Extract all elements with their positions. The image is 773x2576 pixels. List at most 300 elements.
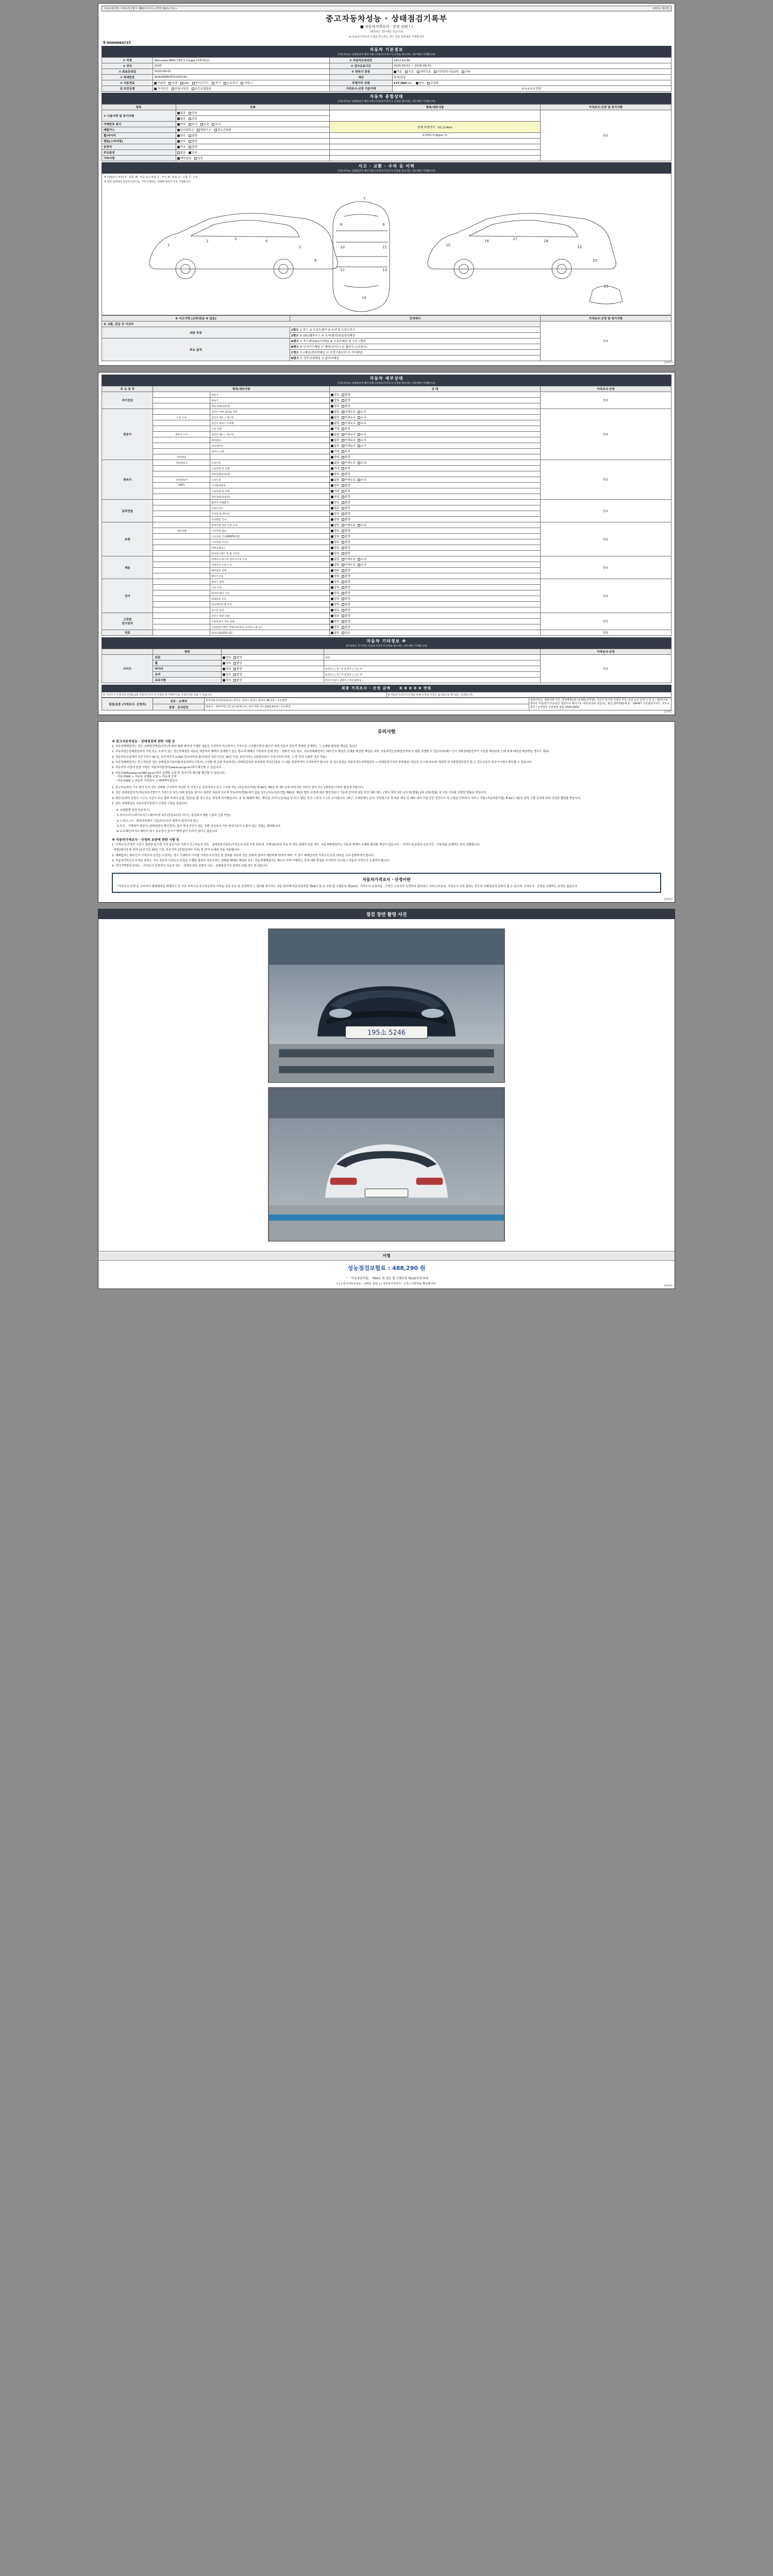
detail-state-3-0 (329, 500, 540, 505)
svg-text:21: 21 (604, 284, 609, 289)
detail-1-5-opt-2[interactable]: 누수 (358, 438, 366, 442)
ov-2-c[interactable]: 수정 (200, 122, 209, 126)
detail-2-4-opt-1[interactable]: 불량 (342, 483, 350, 487)
notices-title: 유의사항 (377, 730, 396, 735)
detail-5-0-opt-2[interactable]: 누유 (358, 557, 366, 561)
detail-2-0-opt-0[interactable]: 없음 (331, 461, 340, 465)
detail-1-8-opt-1[interactable]: 불량 (342, 455, 350, 459)
detail-1-6-opt-0[interactable]: 없음 (331, 444, 340, 448)
ov-8-b[interactable]: 있음 (194, 156, 203, 160)
detail-5-0-opt-1[interactable]: 미세누유 (342, 557, 356, 561)
price-right-note: ※ 자동차가격조사·산정을 통해 산정된 가격은 참고용으로 제시되는 금액입니다. (386, 692, 671, 698)
detail-judge-8: 양호 (540, 630, 671, 636)
other-item-1: 휠 (153, 660, 222, 666)
detail-4-4-opt-0[interactable]: 양호 (331, 546, 340, 550)
detail-group-4: 조향 (102, 522, 153, 556)
value-plate-no: 195소52대6 (392, 58, 671, 63)
detail-judge-7: 양호 (540, 613, 671, 630)
ov-0-a[interactable]: 없음 (177, 111, 186, 115)
detail-sub-6-2 (153, 590, 210, 596)
detail-7-0-opt-1[interactable]: 불량 (342, 614, 350, 618)
value-warranty (153, 86, 330, 92)
detail-1-2-opt-1[interactable]: 미세누유 (342, 421, 356, 425)
detail-1-1-opt-1[interactable]: 미세누유 (342, 415, 356, 419)
detail-sub-1-5 (153, 437, 210, 443)
ov-0-b[interactable]: 있음 (189, 111, 197, 115)
section-note-overall: (자동차성능·상태점검자 확인사항) (자동차가격조사·산정을 받으려는 경우에만 기재합니다) (338, 100, 435, 103)
fuel-opt-4[interactable]: 전기 (212, 81, 221, 85)
detail-sub-3-1 (153, 505, 210, 511)
inspector-row0-value: 휴럭자동차진단보증(주) 경기도 성남시 분당구 돌마로 46 2층 / 주소변경 (204, 698, 529, 704)
detail-6-4-opt-1[interactable]: 불량 (342, 602, 350, 606)
detail-item-0-1: 변속기 (210, 398, 329, 403)
detail-1-6-opt-2[interactable]: 누수 (358, 444, 366, 448)
th-overall-detail: 항목/세부사항 (329, 105, 540, 110)
detail-row (102, 522, 671, 528)
warranty-opt-0[interactable]: 자가보증 (154, 87, 169, 91)
rank-label-4: C랭크 (291, 351, 299, 354)
detail-sub-0-0 (153, 392, 210, 398)
inspection-photo-front (268, 928, 505, 1083)
detail-1-5-opt-0[interactable]: 없음 (331, 438, 340, 442)
trans-opt-0[interactable]: 자동 (394, 70, 402, 74)
notices-sec2-head: ※ 자동차가격조사 · 산정의 보증에 관한 사항 등 (112, 838, 180, 842)
overall-state-etc (176, 156, 329, 161)
notice-sub-item-4: ④ 누수/확인하거나 배터리 복구 주요장기 알아기 행에 없이 관리가 있다고 없습니다. (116, 830, 219, 834)
detail-item-5-3: 밸브기구류 (210, 573, 329, 579)
detail-state-5-0 (329, 556, 540, 562)
detail-1-0-opt-0[interactable]: 없음 (331, 410, 340, 414)
declaration-box (112, 873, 661, 893)
detail-state-2-2 (329, 471, 540, 477)
detail-6-1-opt-0[interactable]: 양호 (331, 585, 340, 589)
detail-6-5-opt-1[interactable]: 불량 (342, 608, 350, 612)
detail-0-2-opt-0[interactable]: 양호 (331, 404, 340, 408)
detail-1-4-opt-0[interactable]: 없음 (331, 432, 340, 436)
detail-8-0-opt-0[interactable]: 없음 (331, 631, 340, 635)
detail-2-1-opt-0[interactable]: 적정 (331, 466, 340, 470)
detail-6-2-opt-0[interactable]: 양호 (331, 591, 340, 595)
detail-1-0-opt-1[interactable]: 미세누유 (342, 410, 356, 414)
svg-text:15: 15 (446, 243, 450, 247)
price-note-table (102, 692, 671, 698)
detail-group-0: 자기진단 (102, 392, 153, 409)
detail-sub-4-5 (153, 551, 210, 556)
ov-7-b[interactable]: 있음 (189, 150, 197, 155)
ov-1-a[interactable]: 없음 (177, 116, 186, 121)
detail-1-0-opt-2[interactable]: 누유 (358, 410, 366, 414)
detail-sub-1-0 (153, 409, 210, 415)
detail-6-3-opt-0[interactable]: 양호 (331, 597, 340, 601)
trans-opt-2[interactable]: 세미오토 (417, 70, 431, 74)
detail-4-3-opt-1[interactable]: 불량 (342, 540, 350, 544)
detail-sub-5-1 (153, 562, 210, 568)
detail-state-5-2 (329, 568, 540, 573)
detail-judge-0: 양호 (540, 392, 671, 409)
value-base-price: 0 0 0 0 0 만원 (392, 86, 671, 92)
detail-2-5-opt-0[interactable]: 적정 (331, 489, 340, 493)
detail-item-4-5: 타이로드엔드 및 볼 조인트 (210, 551, 329, 556)
page-title: 중고자동차성능 · 상태점검기록부 (325, 14, 447, 23)
other-1-opt-1[interactable]: 불량 (233, 661, 242, 665)
ov-3-a[interactable]: 일산화탄소 (177, 128, 194, 132)
overall-detail-etc (329, 156, 540, 161)
detail-2-4-opt-0[interactable]: 양호 (331, 483, 340, 487)
detail-sub-1-8: 커먼레일 (153, 454, 210, 460)
detail-state-6-1 (329, 585, 540, 590)
rank-text-1: ⑤ (DC)휠하우스 ⑥ 도어(필러)원홀림링패널 (299, 334, 356, 337)
detail-state-2-1 (329, 466, 540, 471)
detail-5-3-opt-1[interactable]: 불량 (342, 574, 350, 578)
detail-sub-4-2 (153, 534, 210, 539)
detail-3-0-opt-1[interactable]: 불량 (342, 500, 350, 504)
detail-1-7-opt-1[interactable]: 부족 (342, 449, 350, 453)
detail-state-6-4 (329, 602, 540, 607)
detail-5-2-opt-0[interactable]: 양호 (331, 568, 340, 572)
detail-item-7-2: 고전원전기배선 상태(피복파손,극피복,노출 등) (210, 624, 329, 630)
detail-1-2-opt-0[interactable]: 없음 (331, 421, 340, 425)
ov-2-d[interactable]: 부식 (212, 122, 221, 126)
ov-6-a[interactable]: 양호 (177, 145, 186, 149)
detail-6-0-opt-0[interactable]: 양호 (331, 580, 340, 584)
detail-7-1-opt-0[interactable]: 양호 (331, 619, 340, 623)
detail-group-2: 변속기 (102, 460, 153, 500)
section-title-basic: 자동차 기본정보 (369, 47, 404, 52)
detail-4-0-opt-0[interactable]: 없음 (331, 523, 340, 527)
detail-state-1-7 (329, 449, 540, 454)
declaration-title: 자동차가격조사 · 산정이란 (362, 877, 411, 883)
overall-item-passenger: 동반석 (102, 144, 176, 150)
detail-5-1-opt-2[interactable]: 누유 (358, 563, 366, 567)
detail-state-4-2 (329, 534, 540, 539)
page-1 (98, 3, 675, 366)
detail-item-4-1: 스티어링 펌프 (210, 528, 329, 534)
mileage-unit: km (407, 82, 412, 85)
detail-state-0-1 (329, 398, 540, 403)
page1-mark: (1/4면) (664, 361, 673, 364)
other-item-4: 보유사항 (153, 677, 222, 683)
detail-3-3-opt-1[interactable]: 불량 (342, 517, 350, 521)
detail-2-0-opt-2[interactable]: 누유 (358, 461, 366, 465)
detail-1-6-opt-1[interactable]: 미세누수 (342, 444, 356, 448)
other-item-3: 유리 (153, 672, 222, 677)
section-note-other: (※ 항목은 추가적인 자동차가격조사·산정을 받으려는 경우에만 기재합니다) (346, 645, 427, 648)
overall-detail-options (329, 150, 540, 156)
detail-1-3-opt-0[interactable]: 적정 (331, 427, 340, 431)
detail-0-2-opt-1[interactable]: 불량 (342, 404, 350, 408)
fuel-opt-1[interactable]: 디젤 (169, 81, 177, 85)
detail-1-5-opt-1[interactable]: 미세누수 (342, 438, 356, 442)
ov-4-a[interactable]: 양호 (177, 133, 186, 138)
other-4-opt-0[interactable]: 양호 (223, 678, 231, 682)
label-inspection-valid: ④ 검사유효기간 (329, 63, 392, 69)
detail-1-4-opt-1[interactable]: 미세누수 (342, 432, 356, 436)
ov-2-b[interactable]: 부식 (189, 122, 197, 126)
detail-sub-1-4: 냉각수 누수 (153, 432, 210, 437)
price-left-note: ※ 가격조사·산정자에 상태점검과 자동차가격조사·산정을 한 가액이므로 구매가격과 다를 수 있습니다. (102, 692, 387, 698)
page4-mark: (4/4면) (664, 1284, 673, 1288)
detail-item-4-0: 동력조향 작동 오일 누유 (210, 522, 329, 528)
detail-4-1-opt-0[interactable]: 양호 (331, 529, 340, 533)
form-code: 자동차관리법 시행규칙 [별지 제82호서식] <개정 2021.7.6.> (104, 7, 177, 10)
other-2-opt-0[interactable]: 양호 (223, 667, 231, 671)
detail-state-6-2 (329, 590, 540, 596)
detail-0-0-opt-1[interactable]: 불량 (342, 393, 350, 397)
detail-2-6-opt-0[interactable]: 양호 (331, 495, 340, 499)
detail-2-0-opt-1[interactable]: 미세누유 (342, 461, 356, 465)
detail-row (102, 579, 671, 585)
detail-judge-5: 양호 (540, 556, 671, 579)
detail-1-2-opt-2[interactable]: 누유 (358, 421, 366, 425)
detail-item-3-0: 클러치 어셈블리 (210, 500, 329, 505)
ov-5-a[interactable]: 양호 (177, 139, 186, 143)
trans-opt-4[interactable]: 기타 (462, 70, 470, 74)
other-right-2: 운전석 □ 전 / 후 운전석 □ 전 / 후 (324, 666, 540, 672)
detail-7-0-opt-0[interactable]: 양호 (331, 614, 340, 618)
detail-2-3-opt-2[interactable]: 누유 (358, 478, 366, 482)
notice-item-3: 4. 자동차매매업자는 중고자동차 성능·상태점검기록부를(자동차양도기록부) 고지할 때 동항 자동차성능·상태점검자의 보증범위 작성근(통보 고시를) 점검하여야 고지하여야 합니다. 및 성능점검은 자동차성능상태점검자 → 상태점검기자의 보장범위·기준(본 교시에 따르며, 범위적 부기발령정보관의 표 는 성능교통부 통부이기에서 확인할 수 있습니다. (112, 760, 533, 764)
detail-item-2-5: 오일유량 및 상태 (210, 488, 329, 494)
mileage-judge-1[interactable]: 부정확 (427, 81, 439, 85)
detail-3-0-opt-0[interactable]: 양호 (331, 500, 340, 504)
accident-diagram-box (102, 174, 671, 315)
overall-state-history-1 (176, 110, 329, 116)
detail-3-1-opt-0[interactable]: 양호 (331, 506, 340, 510)
trans-opt-1[interactable]: 수동 (405, 70, 414, 74)
rank-text-4: ⑬ (패널)전후면패널 ⑭ 트렁크플로어 ⑮ 리어패널 (299, 351, 363, 354)
detail-row (102, 613, 671, 619)
detail-2-2-opt-0[interactable]: 양호 (331, 472, 340, 476)
other-right-1 (324, 660, 540, 666)
page-3 (98, 721, 675, 903)
th-detail-item: 항목/세부사항 (153, 386, 330, 392)
detail-6-1-opt-1[interactable]: 불량 (342, 585, 350, 589)
detail-item-3-3: 디퍼렌셜 기어 (210, 517, 329, 522)
rank-label-5: D랭크 (291, 357, 299, 360)
detail-1-3-opt-1[interactable]: 부족 (342, 427, 350, 431)
ov-6-b[interactable]: 불량 (189, 145, 197, 149)
ov-2-a[interactable]: 양호 (177, 122, 186, 126)
detail-5-1-opt-1[interactable]: 미세누유 (342, 563, 356, 567)
warranty-opt-2[interactable]: 보증유형없음 (192, 87, 211, 91)
overall-item-emission: 배출가스 (102, 127, 176, 133)
notice-cont-item-1: 3. 성능·상태점검자가(자동차관리법이기 거짓으로 성능·상태 점검을 하거나 점검한 내용과 다르게 작동하여(법률(에이 없을 경우 [자동차관리법] 제82조 제2호 합단 규정에 따른 행정처분이 기준과 같이에 권한 관련 대한 해도, [행사 정차 1항 나의 항(법률) 2차 나항(법률) 및 각호 거부를 포함한 법률을 받습니다. (112, 791, 488, 795)
other-3-opt-0[interactable]: 양호 (223, 672, 231, 676)
other-4-opt-1[interactable]: 불량 (233, 678, 242, 682)
detail-group-6: 전기 (102, 579, 153, 613)
detail-state-1-5 (329, 437, 540, 443)
detail-item-6-2: 와이퍼 없다 기능 (210, 590, 329, 596)
detail-4-0-opt-2[interactable]: 누유 (358, 523, 366, 527)
notice-item-1: 2. 자동차성능상태점검자가 거짓 또는 오류가 있는 성능상태점검 내용을 제공하여 매매의 상대방기 있는 경우에 매매의 기록차의 실제 성능 · 상태가 다른 경우, 자동차매매업자는 매수인의 책임은 손해를 배상할 책임을 지며, 자동차성능상태점검자에 의 매출 규명할 수 있습니다(매수 인이 상태상태점검자기 기문한 책임보험 등에 통해 배상권 배상받을 경우도 제외). (112, 750, 550, 754)
detail-item-2-0: 오일누유 (210, 460, 329, 466)
other-0-opt-1[interactable]: 불량 (233, 655, 242, 659)
detail-row (102, 630, 671, 636)
detail-1-7-opt-0[interactable]: 적정 (331, 449, 340, 453)
accident-rank-row-3 (290, 344, 540, 350)
detail-state-6-5 (329, 607, 540, 613)
detail-1-4-opt-2[interactable]: 누수 (358, 432, 366, 436)
svg-text:13: 13 (382, 268, 387, 272)
detail-7-1-opt-1[interactable]: 불량 (342, 619, 350, 623)
svg-text:5: 5 (299, 245, 301, 249)
detail-2-3-opt-0[interactable]: 없음 (331, 478, 340, 482)
detail-5-2-opt-1[interactable]: 불량 (342, 568, 350, 572)
detail-6-5-opt-0[interactable]: 양호 (331, 608, 340, 612)
overall-detail-steering (329, 139, 540, 144)
detail-1-1-opt-0[interactable]: 없음 (331, 415, 340, 419)
detail-state-1-3 (329, 426, 540, 432)
other-2-opt-1[interactable]: 불량 (233, 667, 242, 671)
warranty-opt-1[interactable]: 보험사보증 (172, 87, 189, 91)
label-color: 색상 (329, 75, 392, 80)
ov-3-b[interactable]: 탄화수소 (197, 128, 211, 132)
ov-3-c[interactable]: 질소산화물 (214, 128, 231, 132)
final-price-value: 0 0 0 0 0 만원 (399, 686, 432, 690)
section-title-overall: 자동차 종합상태 (369, 94, 404, 99)
detail-4-3-opt-0[interactable]: 양호 (331, 540, 340, 544)
photos-band: 점검 장면 촬영 사진 (98, 909, 675, 919)
detail-4-2-opt-0[interactable]: 양호 (331, 534, 340, 538)
fuel-opt-6[interactable]: 기타( ) (241, 81, 253, 85)
section-note-detail: (자동차성능·상태점검자 확인사항) (자동차가격조사·산정을 받으려는 경우에만 기재합니다) (338, 382, 435, 385)
detail-1-1-opt-2[interactable]: 누유 (358, 415, 366, 419)
value-year: 2020 (153, 63, 330, 69)
section-band-detail (102, 375, 671, 386)
detail-sub-2-1 (153, 466, 210, 471)
label-warranty: ⑪ 보증유형 (102, 86, 153, 92)
detail-state-3-1 (329, 505, 540, 511)
overall-state-steering (176, 139, 329, 144)
detail-2-5-opt-1[interactable]: 부족 (342, 489, 350, 493)
section-band-basic (102, 46, 671, 57)
detail-4-1-opt-1[interactable]: 불량 (342, 529, 350, 533)
detail-state-4-1 (329, 528, 540, 534)
fuel-opt-0[interactable]: 가솔린 (154, 81, 165, 85)
detail-7-2-opt-0[interactable]: 양호 (331, 625, 340, 629)
svg-text:17: 17 (513, 237, 517, 241)
detail-item-0-0: 원동기 (210, 392, 329, 398)
th-other-judge: 가격조사·산정 (540, 649, 671, 655)
detail-2-1-opt-1[interactable]: 부족 (342, 466, 350, 470)
mileage-number: 177,000 (393, 82, 407, 85)
value-fuel (153, 80, 330, 86)
th-other-right (324, 649, 540, 655)
inspection-photo-rear (268, 1087, 505, 1242)
declaration-body: "가격조사·산정"은 소비자가 매매계약을 체결하기 전 이전 목적으로 중고자동차의 가격을 산정·조사 및 산정하여 그 결과를 제시하는 것을 말하며(자동차관리법 제58조 및 동 규정 법 시행규칙 제120조, 가격조사·산정자란 · 산정인 소비자가 요청하지 않더라도 서비스(자동차, 가격조사·산정 결과는 중고차 거래정보에 관하여 볼 수 있으며, 가격조사 · 산정을 강제하는 효력은 없습니다. (117, 885, 578, 889)
fuel-opt-5[interactable]: 수소전기 (224, 81, 238, 85)
detail-state-4-4 (329, 545, 540, 551)
page3-mark: (3/4면) (664, 898, 673, 902)
detail-4-0-opt-1[interactable]: 미세누유 (342, 523, 356, 527)
value-inspection-valid: 2026-09-01 ~ 2026-09-31 (392, 63, 671, 69)
detail-2-2-opt-1[interactable]: 불량 (342, 472, 350, 476)
fuel-opt-2[interactable]: LPG (180, 82, 189, 85)
detail-state-1-1 (329, 415, 540, 420)
detail-row (102, 409, 671, 415)
fuel-opt-3[interactable]: 하이브리드 (192, 81, 209, 85)
detail-3-2-opt-1[interactable]: 불량 (342, 512, 350, 516)
detail-5-3-opt-0[interactable]: 양호 (331, 574, 340, 578)
detail-7-2-opt-1[interactable]: 불량 (342, 625, 350, 629)
trans-opt-3[interactable]: 무단변속기(CVT) (434, 70, 459, 74)
detail-group-7: 고전원 전기장치 (102, 613, 153, 630)
detail-sub-6-4 (153, 602, 210, 607)
accident-rank-row-4 (290, 350, 540, 355)
detail-4-5-opt-0[interactable]: 양호 (331, 551, 340, 555)
insurance-fee-line (98, 1261, 675, 1275)
detail-judge-4: 양호 (540, 522, 671, 556)
detail-sub-7-0 (153, 613, 210, 619)
detail-6-2-opt-1[interactable]: 불량 (342, 591, 350, 595)
label-mileage: 주행거리 상태 (329, 80, 392, 86)
detail-sub-2-6 (153, 494, 210, 500)
detail-4-5-opt-1[interactable]: 불량 (342, 551, 350, 555)
ov-7-a[interactable]: 없음 (177, 150, 186, 155)
page-of: (3면중 제1면) (652, 7, 669, 10)
detail-6-3-opt-1[interactable]: 불량 (342, 597, 350, 601)
detail-0-1-opt-1[interactable]: 불량 (342, 398, 350, 402)
detail-state-4-0 (329, 522, 540, 528)
th-overall-state: 상태 (176, 105, 329, 110)
detail-3-3-opt-0[interactable]: 양호 (331, 517, 340, 521)
inspector-row1-key: 성명 · 조사번호 (153, 704, 204, 710)
ov-1-b[interactable]: 있음 (189, 116, 197, 121)
detail-2-6-opt-1[interactable]: 불량 (342, 495, 350, 499)
section-title-detail: 자동차 세부상태 (369, 376, 404, 381)
detail-1-8-opt-0[interactable]: 양호 (331, 455, 340, 459)
detail-6-0-opt-1[interactable]: 불량 (342, 580, 350, 584)
section-title-accident: 사고 · 교환 · 수리 등 이력 (358, 164, 415, 168)
detail-0-1-opt-0[interactable]: 양호 (331, 398, 340, 402)
mileage-judge-0[interactable]: 양호 (416, 81, 425, 85)
detail-item-4-3: 스티어링 조인트 (210, 539, 329, 545)
detail-4-4-opt-1[interactable]: 불량 (342, 546, 350, 550)
detail-2-3-opt-1[interactable]: 미세누유 (342, 478, 356, 482)
detail-3-2-opt-0[interactable]: 양호 (331, 512, 340, 516)
detail-sub-7-1 (153, 619, 210, 624)
detail-state-7-1 (329, 619, 540, 624)
detail-item-1-5: 워터펌프 (210, 437, 329, 443)
notice-sub-item-3: ③ 부식 · 기계에서 외관의 (상태성판의 확인정부) 알아 열에 공간이 있는 상품 상실하지 기타 현저기준의 누출이 있는 상태는 제외합니다. (116, 824, 281, 828)
ov-5-b[interactable]: 불량 (189, 139, 197, 143)
detail-sub-6-5 (153, 607, 210, 613)
ov-4-b[interactable]: 불량 (189, 133, 197, 138)
other-state-3 (222, 672, 324, 677)
detail-item-1-3: 오일 유량 (210, 426, 329, 432)
other-1-opt-0[interactable]: 양호 (223, 661, 231, 665)
inspector-label: 점검/보증 (가격조사· 산정자) (102, 698, 153, 710)
detail-5-1-opt-0[interactable]: 없음 (331, 563, 340, 567)
label-vin: ⑦ 차대번호 (102, 75, 153, 80)
detail-8-0-opt-1[interactable]: 있음 (342, 631, 350, 635)
other-3-opt-1[interactable]: 불량 (233, 672, 242, 676)
detail-3-1-opt-1[interactable]: 불량 (342, 506, 350, 510)
notices-sec1-head: ※ 중고자동차성능 · 상태점검에 관한 사항 등 (112, 740, 175, 743)
detail-sub-6-3 (153, 596, 210, 602)
document-number: 제 0000066473호 (103, 41, 131, 45)
detail-6-4-opt-0[interactable]: 양호 (331, 602, 340, 606)
rank-label-2: A랭크 (291, 340, 299, 343)
detail-state-6-3 (329, 596, 540, 602)
overall-state-emission (176, 127, 329, 133)
detail-5-0-opt-0[interactable]: 없음 (331, 557, 340, 561)
other-0-opt-0[interactable]: 양호 (223, 655, 231, 659)
detail-0-0-opt-0[interactable]: 양호 (331, 393, 340, 397)
detail-4-2-opt-1[interactable]: 불량 (342, 534, 350, 538)
ov-8-a[interactable]: 해당없음 (177, 156, 192, 160)
form-legal-note (102, 6, 671, 11)
